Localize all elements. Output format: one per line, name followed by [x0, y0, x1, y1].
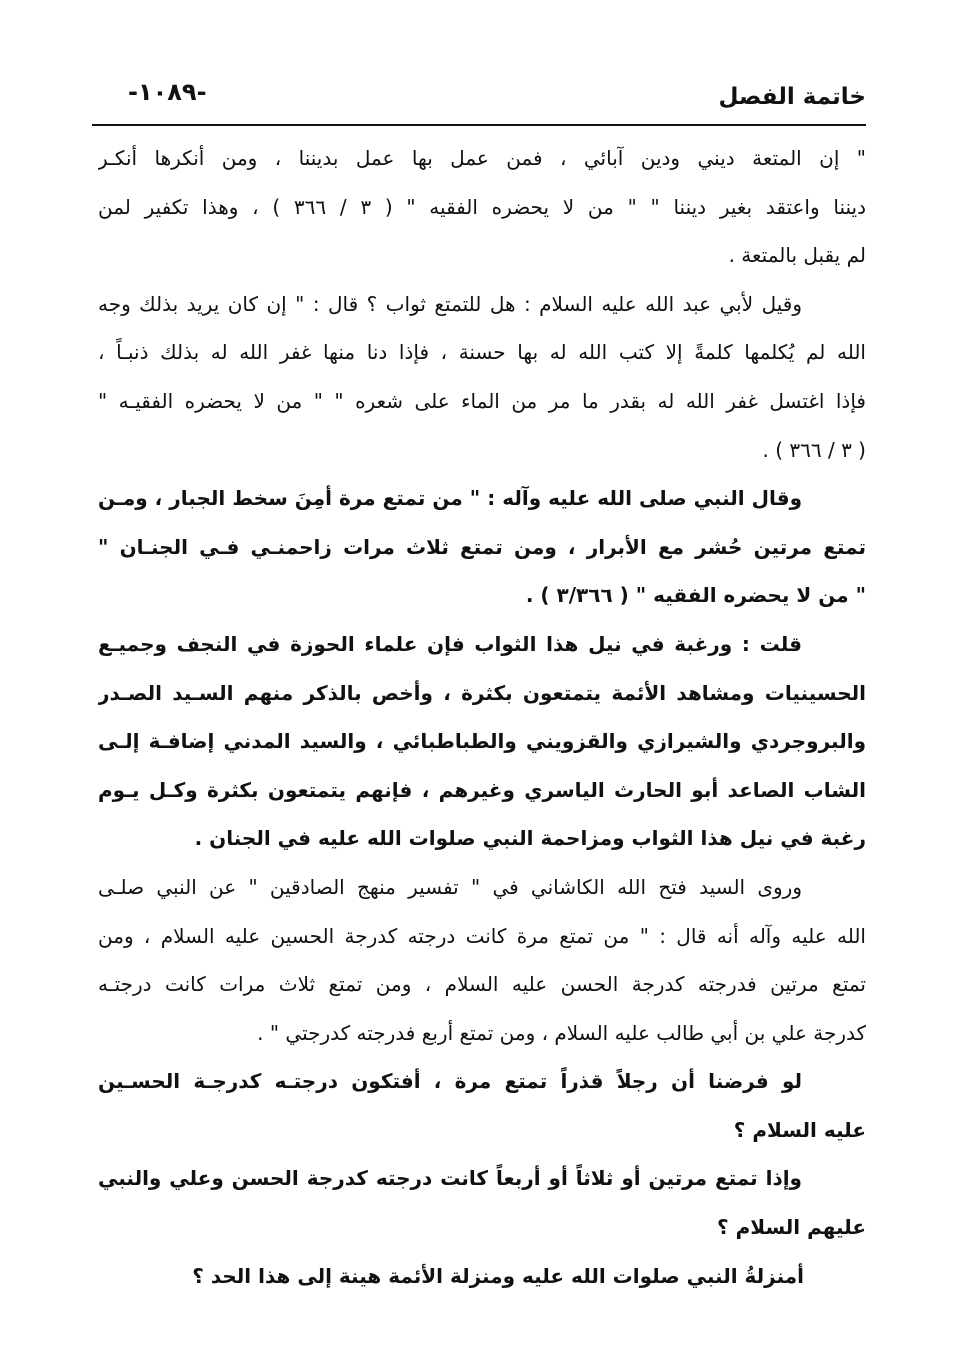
- text-line: والبروجردي والشيرازي والقزويني والطباطبائي ، والسيد المدني إضافـة إلـى: [98, 729, 866, 754]
- text-line: وإذا تمتع مرتين أو ثلاثاً أو أربعاً كانت درجته كدرجة الحسن وعلي والنبي: [98, 1166, 802, 1191]
- text-line: كدرجة علي بن أبي طالب عليه السلام ، ومن تمتع أربع فدرجته كدرجتي " .: [257, 1020, 866, 1045]
- text-line: عليه السلام ؟: [733, 1117, 866, 1142]
- text-line: وقيل لأبي عبد الله عليه السلام : هل للتمتع ثواب ؟ قال : " إن كان يريد بذلك وجه: [98, 291, 802, 316]
- text-line: لم يقبل بالمتعة .: [728, 243, 866, 268]
- text-line: ( ٣ / ٣٦٦ ) .: [762, 437, 866, 462]
- text-line: أمنزلةُ النبي صلوات الله عليه ومنزلة الأئمة هينة إلى هذا الحد ؟: [192, 1263, 804, 1288]
- text-line: عليهم السلام ؟: [717, 1215, 866, 1240]
- text-line: تمتع مرتين حُشر مع الأبرار ، ومن تمتع ثلاث مرات زاحمنـي فـي الجنـان ": [98, 534, 866, 559]
- text-line: " إن المتعة ديني ودين آبائي ، فمن عمل بها عمل بديننا ، ومن أنكرها أنكـر: [98, 146, 866, 170]
- text-line: الله عليه وآله أنه قال : " من تمتع مرة كانت درجته كدرجة الحسين عليه السلام ، ومن: [98, 923, 866, 948]
- text-line: رغبة في نيل هذا الثواب ومزاحمة النبي صلوات الله عليه في الجنان .: [194, 826, 866, 851]
- text-line: " من لا يحضره الفقيه " ( ٣/٣٦٦ ) .: [525, 583, 866, 608]
- text-line: وروى السيد فتح الله الكاشاني في " تفسير منهج الصادقين " عن النبي صلـى: [98, 874, 802, 899]
- text-line: فإذا اغتسل غفر الله له بقدر ما مر من الماء على شعره " " من لا يحضره الفقيـه ": [98, 388, 866, 413]
- page-number: -١٠٨٩-: [128, 78, 207, 106]
- text-line: قلت : ورغبة في نيل هذا الثواب فإن علماء الحوزة في النجف وجميـع: [98, 631, 802, 656]
- text-line: وقال النبي صلى الله عليه وآله : " من تمتع مرة أمِنَ سخط الجبار ، ومـن: [98, 486, 802, 511]
- header-rule: [92, 124, 866, 126]
- text-line: الله لم يُكلمها كلمةً إلا كتب الله له بها حسنة ، فإذا دنا منها غفر الله له بذلك ذنبـاً ،: [98, 340, 866, 365]
- text-line: ديننا واعتقد بغير ديننا " " من لا يحضره الفقيه " ( ٣ / ٣٦٦ ) ، وهذا تكفير لمن: [98, 194, 866, 219]
- page-body: [98, 134, 866, 1300]
- text-line: لو فرضنا أن رجلاً قذراً تمتع مرة ، أفتكون درجتـه كدرجـة الحسـين: [98, 1069, 802, 1094]
- text-line: الحسينيات ومشاهد الأئمة يتمتعون بكثرة ، وأخص بالذكر منهم السـيد الصـدر: [98, 680, 866, 705]
- page-header: [92, 70, 866, 126]
- text-line: تمتع مرتين فدرجته كدرجة الحسن عليه السلام ، ومن تمتع ثلاث مرات كانت درجتـه: [98, 972, 866, 997]
- text-line: الشاب الصاعد أبو الحارث الياسري وغيرهم ، فإنهم يتمتعون بكثرة وكـل يـوم: [98, 777, 866, 802]
- chapter-title: خاتمة الفصل: [718, 84, 866, 110]
